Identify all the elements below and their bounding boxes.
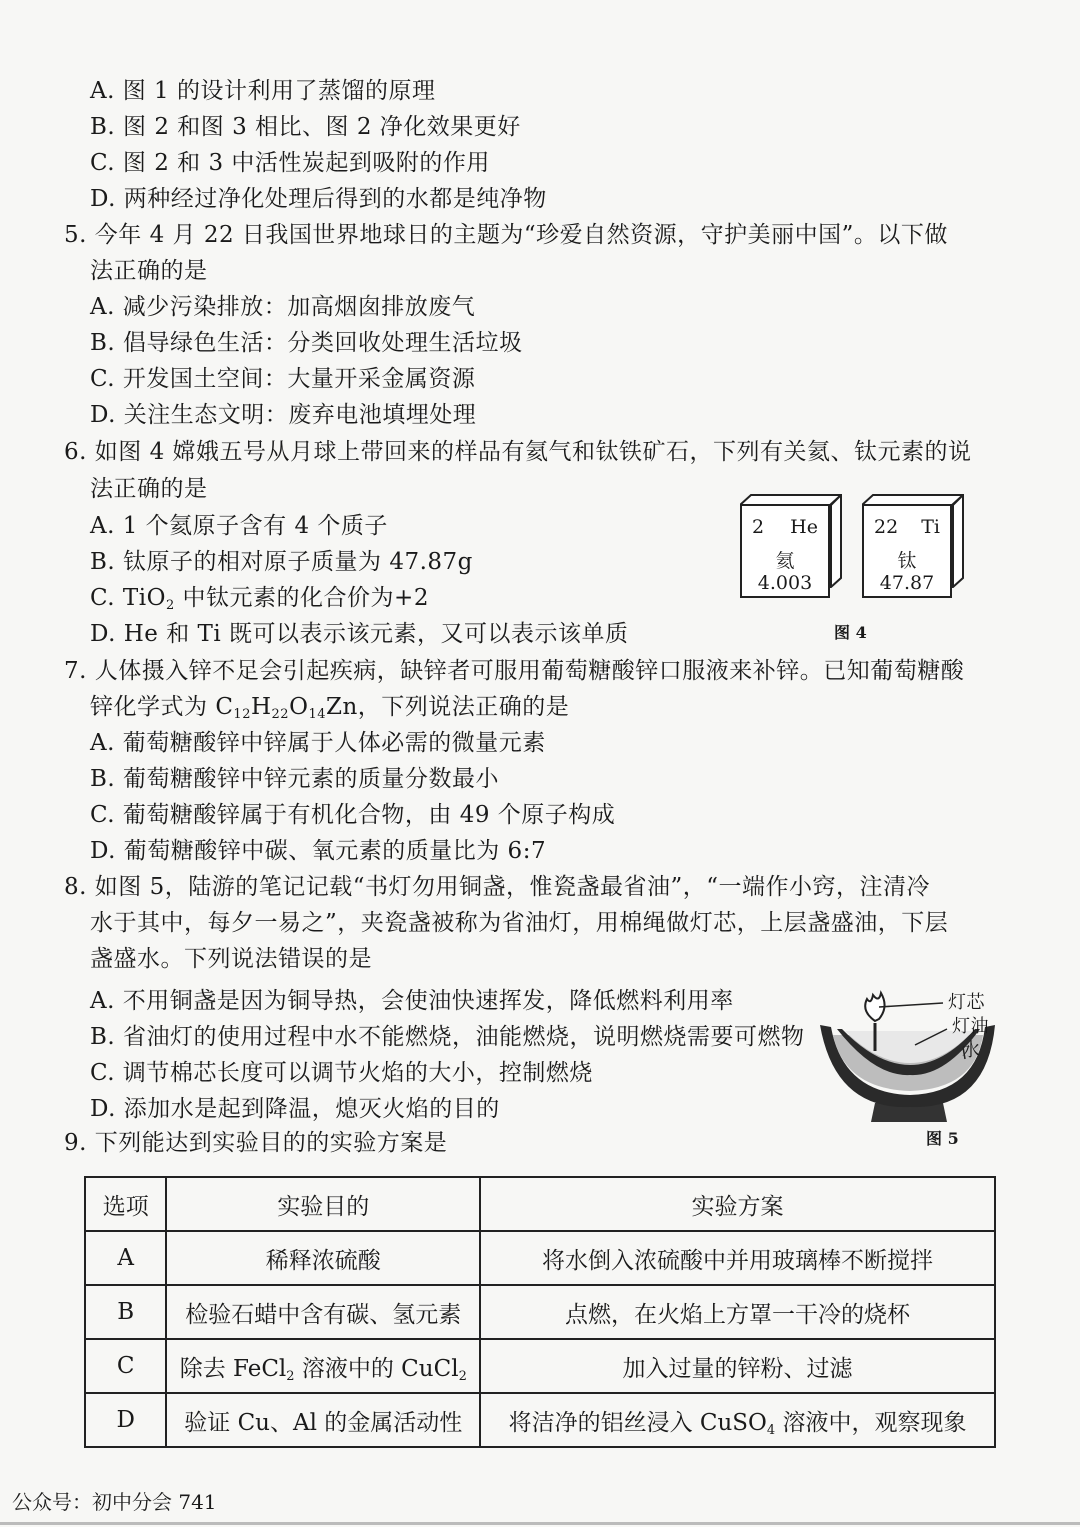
element-name: 钛 xyxy=(897,550,917,572)
q8-stem-line2: 水于其中，每夕一易之”，夹瓷盏被称为省油灯，用棉绳做灯芯，上层盏盛油，下层 xyxy=(90,910,949,936)
q6-option-d: D. He 和 Ti 既可以表示该元素，又可以表示该单质 xyxy=(90,621,629,647)
q7-option-b: B. 葡萄糖酸锌中锌元素的质量分数最小 xyxy=(90,766,500,792)
q6-option-c: C. TiO$_2$ 中钛元素的化合价为+2 xyxy=(90,585,429,613)
row-plan: 将水倒入浓硫酸中并用玻璃棒不断搅拌 xyxy=(480,1231,995,1285)
q7-stem-line2: 锌化学式为 $C_{12}H_{22}O_{14}Zn$，下列说法正确的是 xyxy=(90,694,570,722)
table-row xyxy=(85,1339,995,1393)
q6-option-b: B. 钛原子的相对原子质量为 47.87g xyxy=(90,549,473,575)
q4-option-c: C. 图 2 和 3 中活性炭起到吸附的作用 xyxy=(90,150,490,176)
header-plan: 实验方案 xyxy=(480,1177,995,1231)
experiment-table xyxy=(84,1176,996,1448)
q8-option-c: C. 调节棉芯长度可以调节火焰的大小，控制燃烧 xyxy=(90,1060,593,1086)
table-row xyxy=(85,1231,995,1285)
q7-option-c: C. 葡萄糖酸锌属于有机化合物，由 49 个原子构成 xyxy=(90,802,616,828)
figure-4-caption: 图 4 xyxy=(834,623,867,642)
wick-label: 灯芯 xyxy=(948,992,985,1013)
row-purpose: 稀释浓硫酸 xyxy=(166,1231,480,1285)
q5-option-d: D. 关注生态文明：废弃电池填埋处理 xyxy=(90,402,477,428)
card-side-face xyxy=(830,494,842,588)
zinc-gluconate-formula: $C_{12}H_{22}O_{14}Zn$ xyxy=(215,694,358,722)
element-symbol: He xyxy=(790,516,818,538)
header-purpose: 实验目的 xyxy=(166,1177,480,1231)
q5-stem-line2: 法正确的是 xyxy=(90,258,208,284)
q8-option-d: D. 添加水是起到降温，熄灭火焰的目的 xyxy=(90,1096,500,1122)
q5-option-b: B. 倡导绿色生活：分类回收处理生活垃圾 xyxy=(90,330,523,356)
header-option: 选项 xyxy=(85,1177,166,1231)
atomic-number: 22 xyxy=(874,516,899,538)
page-bottom-divider xyxy=(0,1522,1080,1525)
q7-option-d: D. 葡萄糖酸锌中碳、氧元素的质量比为 6:7 xyxy=(90,838,547,864)
oil-lamp-figure xyxy=(815,985,1015,1130)
q6-stem-line1: 6. 如图 4 嫦娥五号从月球上带回来的样品有氦气和钛铁矿石，下列有关氦、钛元素的说 xyxy=(64,439,972,465)
table-row xyxy=(85,1285,995,1339)
q5-option-c: C. 开发国土空间：大量开采金属资源 xyxy=(90,366,476,392)
q4-option-d: D. 两种经过净化处理后得到的水都是纯净物 xyxy=(90,186,547,212)
row-plan: 将洁净的铝丝浸入 CuSO$_4$ 溶液中，观察现象 xyxy=(480,1393,995,1447)
table-header-row xyxy=(85,1177,995,1231)
q6-stem-line2: 法正确的是 xyxy=(90,476,208,502)
q4-option-a: A. 图 1 的设计利用了蒸馏的原理 xyxy=(90,78,436,104)
footer-watermark: 公众号：初中分会 741 xyxy=(12,1490,217,1514)
q8-option-b: B. 省油灯的使用过程中水不能燃烧，油能燃烧，说明燃烧需要可燃物 xyxy=(90,1024,805,1050)
table-row xyxy=(85,1393,995,1447)
row-purpose: 检验石蜡中含有碳、氢元素 xyxy=(166,1285,480,1339)
element-name: 氦 xyxy=(775,550,795,572)
helium-element-card xyxy=(740,494,842,598)
q8-stem-line3: 盏盛水。下列说法错误的是 xyxy=(90,946,372,972)
card-front xyxy=(862,504,952,598)
q5-stem-line1: 5. 今年 4 月 22 日我国世界地球日的主题为“珍爱自然资源，守护美丽中国”。以下做 xyxy=(64,222,948,248)
card-side-face xyxy=(952,494,964,588)
q4-option-b: B. 图 2 和图 3 相比、图 2 净化效果更好 xyxy=(90,114,521,140)
water-label: 水 xyxy=(962,1040,981,1061)
atomic-number: 2 xyxy=(752,516,765,538)
figure-5-caption: 图 5 xyxy=(926,1129,959,1148)
oil-label: 灯油 xyxy=(952,1016,989,1037)
q8-stem-line1: 8. 如图 5，陆游的笔记记载“书灯勿用铜盏，惟瓷盏最省油”，“一端作小窍，注清冷 xyxy=(64,874,930,900)
row-purpose: 验证 Cu、Al 的金属活动性 xyxy=(166,1393,480,1447)
row-purpose: 除去 FeCl$_2$ 溶液中的 CuCl$_2$ xyxy=(166,1339,480,1393)
q7-stem-line1: 7. 人体摄入锌不足会引起疾病，缺锌者可服用葡萄糖酸锌口服液来补锌。已知葡萄糖酸 xyxy=(64,658,965,684)
row-option: C xyxy=(85,1339,166,1393)
row-option: D xyxy=(85,1393,166,1447)
q9-stem: 9. 下列能达到实验目的的实验方案是 xyxy=(64,1130,448,1156)
q8-option-a: A. 不用铜盏是因为铜导热，会使油快速挥发，降低燃料利用率 xyxy=(90,988,734,1014)
q6-option-a: A. 1 个氦原子含有 4 个质子 xyxy=(90,513,388,539)
row-option: B xyxy=(85,1285,166,1339)
card-front xyxy=(740,504,830,598)
titanium-element-card xyxy=(862,494,964,598)
q5-option-a: A. 减少污染排放：加高烟囱排放废气 xyxy=(90,294,476,320)
atomic-mass: 4.003 xyxy=(757,572,813,594)
row-option: A xyxy=(85,1231,166,1285)
element-symbol: Ti xyxy=(921,516,940,538)
row-plan: 点燃，在火焰上方罩一干冷的烧杯 xyxy=(480,1285,995,1339)
row-plan: 加入过量的锌粉、过滤 xyxy=(480,1339,995,1393)
q7-option-a: A. 葡萄糖酸锌中锌属于人体必需的微量元素 xyxy=(90,730,546,756)
atomic-mass: 47.87 xyxy=(879,572,935,594)
